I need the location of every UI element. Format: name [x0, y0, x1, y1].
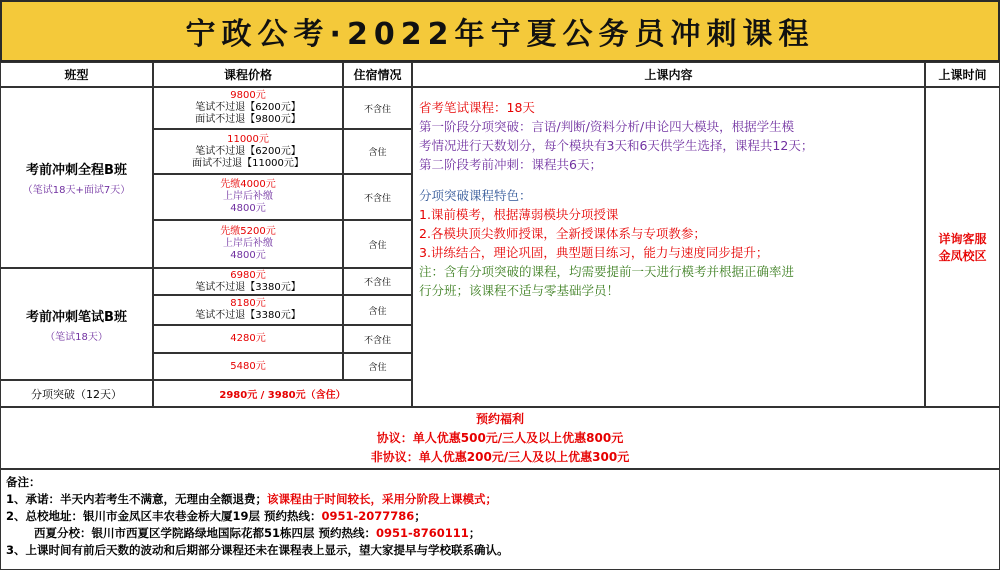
- content-line: 考情况进行天数划分，每个模块有3天和6天供学生选择，课程共12天；: [419, 138, 814, 153]
- header-time: 上课时间: [925, 62, 1000, 87]
- class-name: 考前冲刺笔试B班: [26, 309, 127, 325]
- table-row: [153, 268, 343, 295]
- content-line: 注：含有分项突破的课程，均需要提前一天进行模考并根据正确率进: [419, 264, 795, 279]
- header-price: 课程价格: [153, 62, 343, 87]
- promo-line: 协议：单人优惠500元/三人及以上优惠800元: [376, 431, 624, 445]
- note-line: 3、上课时间有前后天数的波动和后期部分课程还未在课程表上显示，望大家提早与学校联系确认。: [6, 543, 509, 557]
- table-row: [153, 87, 343, 129]
- lodging: 含住: [343, 129, 412, 174]
- lodging: 含住: [343, 220, 412, 268]
- class-note: （笔试18天+面试7天）: [22, 185, 131, 196]
- lodging: 含住: [343, 353, 412, 380]
- refund-interview: 面试不过退【9800元】: [195, 114, 301, 125]
- note-line: [6, 525, 994, 542]
- price: 4280元: [230, 333, 266, 344]
- table-row: [153, 325, 343, 353]
- promo-title: 预约福利: [475, 412, 524, 426]
- hotline-number: 0951-8760111: [376, 526, 469, 540]
- table-row: [153, 220, 343, 268]
- price: 先缴4000元: [220, 179, 276, 190]
- lodging: 不含住: [343, 268, 412, 295]
- note-text: 该课程由于时间较长，采用分阶段上课模式；: [267, 492, 497, 506]
- class-note: （笔试18天）: [45, 331, 108, 343]
- class-time: [925, 87, 1000, 407]
- supplement-label: 上岸后补缴: [223, 238, 273, 249]
- supplement-amount: 4800元: [230, 250, 266, 261]
- note-text: 2、总校地址：银川市金凤区丰农巷金桥大厦19层 预约热线：: [6, 509, 322, 523]
- note-text: 西夏分校：银川市西夏区学院路绿地国际花都51栋四层 预约热线：: [34, 526, 377, 540]
- lodging: 含住: [343, 295, 412, 325]
- class-breakthrough-price: 2980元 / 3980元（含住）: [153, 380, 412, 407]
- header-content: 上课内容: [412, 62, 925, 87]
- price: 5480元: [230, 360, 266, 372]
- content-line: 3.讲练结合，理论巩固，典型题目练习，能力与速度同步提升；: [419, 245, 769, 260]
- note-text: 1、承诺：半天内若考生不满意，无理由全额退费；: [6, 492, 267, 506]
- content-line: 行分班；该课程不适与零基础学员！: [419, 283, 620, 298]
- price: 6980元: [230, 269, 266, 281]
- price: 9800元: [230, 90, 266, 101]
- title-banner: [0, 0, 1000, 62]
- hotline-number: 0951-2077786: [321, 509, 415, 523]
- table-row: [153, 129, 343, 174]
- content-line: 分项突破课程特色：: [419, 188, 532, 203]
- lodging: 不含住: [343, 325, 412, 353]
- content-line: 第一阶段分项突破：言语/判断/资料分析/申论四大模块，根据学生模: [419, 119, 795, 134]
- remarks: [0, 469, 1000, 570]
- refund-written: 笔试不过退【3380元】: [195, 310, 301, 321]
- class-name: 考前冲刺全程B班: [26, 163, 127, 178]
- class-written-b: [0, 268, 153, 380]
- refund-written: 笔试不过退【3380元】: [195, 281, 301, 293]
- note-line: [6, 491, 994, 508]
- class-full-b: [0, 87, 153, 268]
- content-line: 第二阶段考前冲刺：课程共6天；: [419, 157, 602, 172]
- time-line: 详询客服: [938, 232, 987, 246]
- lodging: 不含住: [343, 87, 412, 129]
- supplement-label: 上岸后补缴: [223, 191, 273, 202]
- content-line: 1.课前模考，根据薄弱模块分项授课: [419, 207, 619, 222]
- price: 11000元: [227, 133, 269, 145]
- booking-benefits: [0, 407, 1000, 469]
- supplement-amount: 4800元: [230, 203, 266, 214]
- time-line: 金凤校区: [938, 249, 987, 263]
- page-title: 宁政公考·2022年宁夏公务员冲刺课程: [185, 17, 815, 52]
- price: 8180元: [230, 298, 266, 309]
- course-content: [412, 87, 925, 407]
- class-breakthrough: 分项突破（12天）: [0, 380, 153, 407]
- note-text: ；: [414, 509, 426, 523]
- notes-title: 备注：: [6, 475, 41, 489]
- refund-written: 笔试不过退【6200元】: [195, 145, 301, 157]
- note-text: ；: [468, 526, 481, 540]
- table-row: [153, 295, 343, 325]
- refund-written: 笔试不过退【6200元】: [195, 102, 301, 113]
- table-row: [153, 353, 343, 380]
- price: 先缴5200元: [220, 226, 276, 237]
- lodging: 不含住: [343, 174, 412, 220]
- content-line: 省考笔试课程：18天: [419, 100, 535, 115]
- course-table: [0, 62, 1000, 570]
- header-class: 班型: [0, 62, 153, 87]
- content-line: 2.各模块顶尖教师授课，全新授课体系与专项教参；: [419, 226, 706, 241]
- promo-line: 非协议：单人优惠200元/三人及以上优惠300元: [370, 450, 630, 464]
- note-line: [6, 508, 994, 525]
- refund-interview: 面试不过退【11000元】: [192, 157, 304, 169]
- header-lodging: 住宿情况: [343, 62, 412, 87]
- table-row: [153, 174, 343, 220]
